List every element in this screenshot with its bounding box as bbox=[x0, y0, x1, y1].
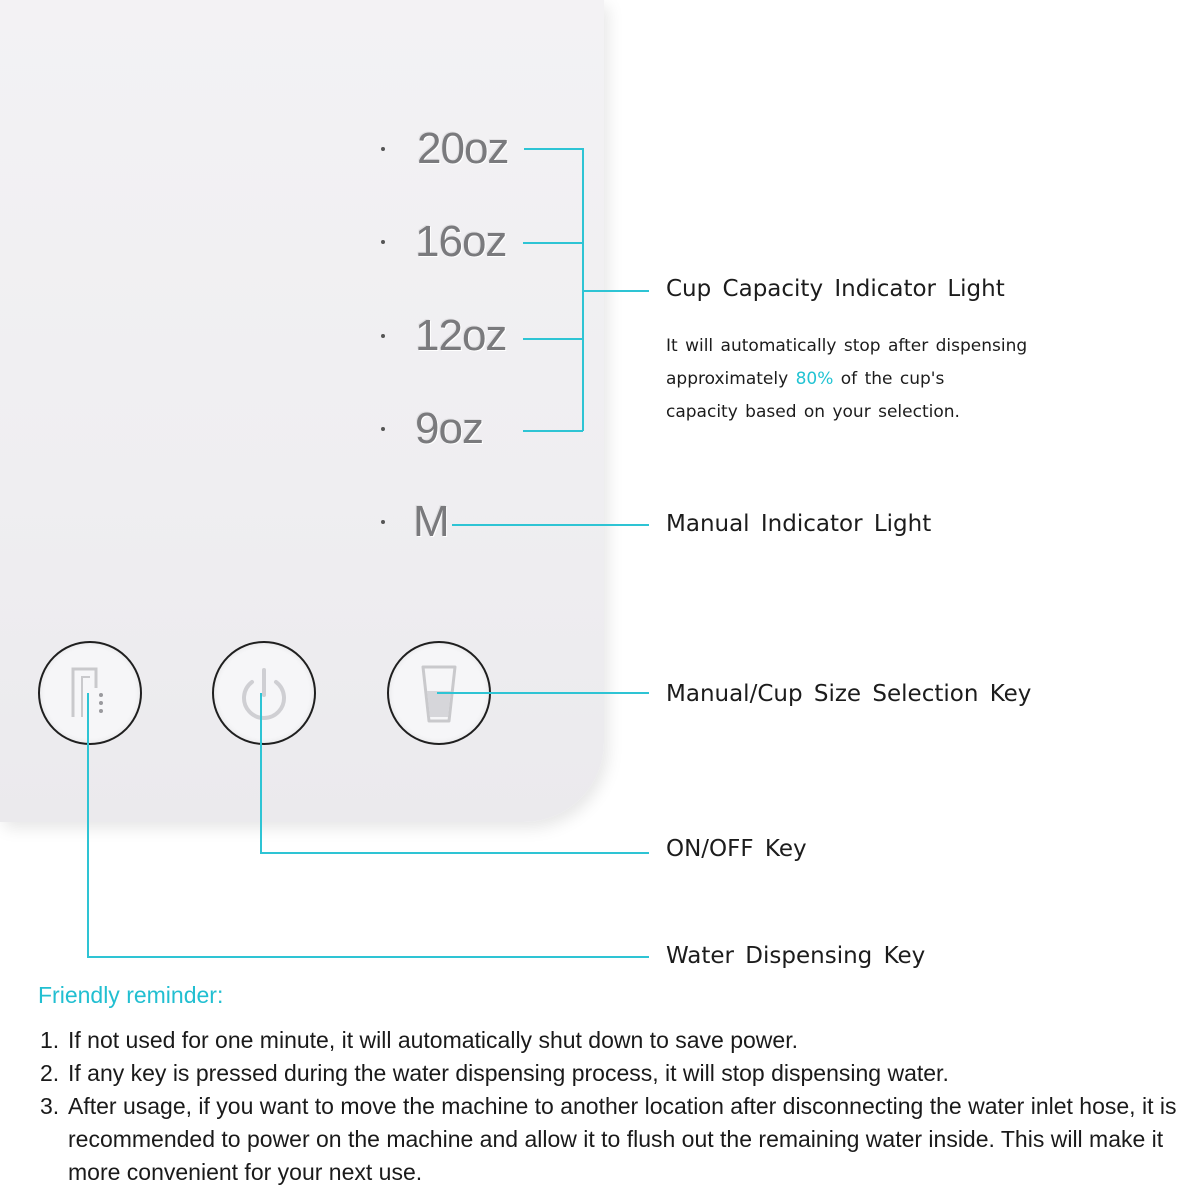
leader-onoff bbox=[261, 693, 649, 853]
leader-dispensing bbox=[88, 693, 649, 957]
cup-capacity-description bbox=[666, 330, 1086, 429]
reminder-item bbox=[38, 1090, 1178, 1189]
size-label-manual: M bbox=[413, 497, 449, 546]
reminder-item bbox=[38, 1024, 1178, 1057]
callout-dispensing-key: Water Dispensing Key bbox=[666, 943, 926, 969]
reminder-item bbox=[38, 1057, 1178, 1090]
reminder-title: Friendly reminder: bbox=[38, 982, 224, 1008]
reminder-text: If not used for one minute, it will automatically shut down to save power. bbox=[68, 1027, 798, 1053]
reminder-text: After usage, if you want to move the machine to another location after disconnecting the water inlet hose, it is recommended to power on the machine and allow it to flush out the remaining water inside. This will make it more convenient for your next use. bbox=[68, 1093, 1177, 1185]
description-text: approximately bbox=[666, 369, 796, 389]
leader-20oz bbox=[524, 149, 583, 431]
reminder-list bbox=[38, 1024, 1178, 1189]
callout-cup-capacity: Cup Capacity Indicator Light bbox=[666, 276, 1005, 302]
reminder-number: 2. bbox=[40, 1060, 60, 1086]
description-line-2 bbox=[666, 363, 1086, 396]
description-line-3: capacity based on your selection. bbox=[666, 402, 960, 422]
callout-manual-indicator: Manual Indicator Light bbox=[666, 511, 932, 537]
size-label-16oz: 16oz bbox=[415, 217, 507, 266]
callout-onoff-key: ON/OFF Key bbox=[666, 836, 807, 862]
size-label-20oz: 20oz bbox=[417, 124, 509, 173]
size-label-9oz: 9oz bbox=[415, 404, 483, 453]
reminder-number: 1. bbox=[40, 1027, 60, 1053]
description-highlight: 80% bbox=[795, 369, 834, 389]
reminder-text: If any key is pressed during the water dispensing process, it will stop dispensing water. bbox=[68, 1060, 949, 1086]
callout-selection-key: Manual/Cup Size Selection Key bbox=[666, 681, 1032, 707]
reminder-number: 3. bbox=[40, 1093, 60, 1119]
description-line-1: It will automatically stop after dispensing bbox=[666, 336, 1028, 356]
description-text: of the cup's bbox=[833, 369, 945, 389]
size-label-12oz: 12oz bbox=[415, 311, 507, 360]
